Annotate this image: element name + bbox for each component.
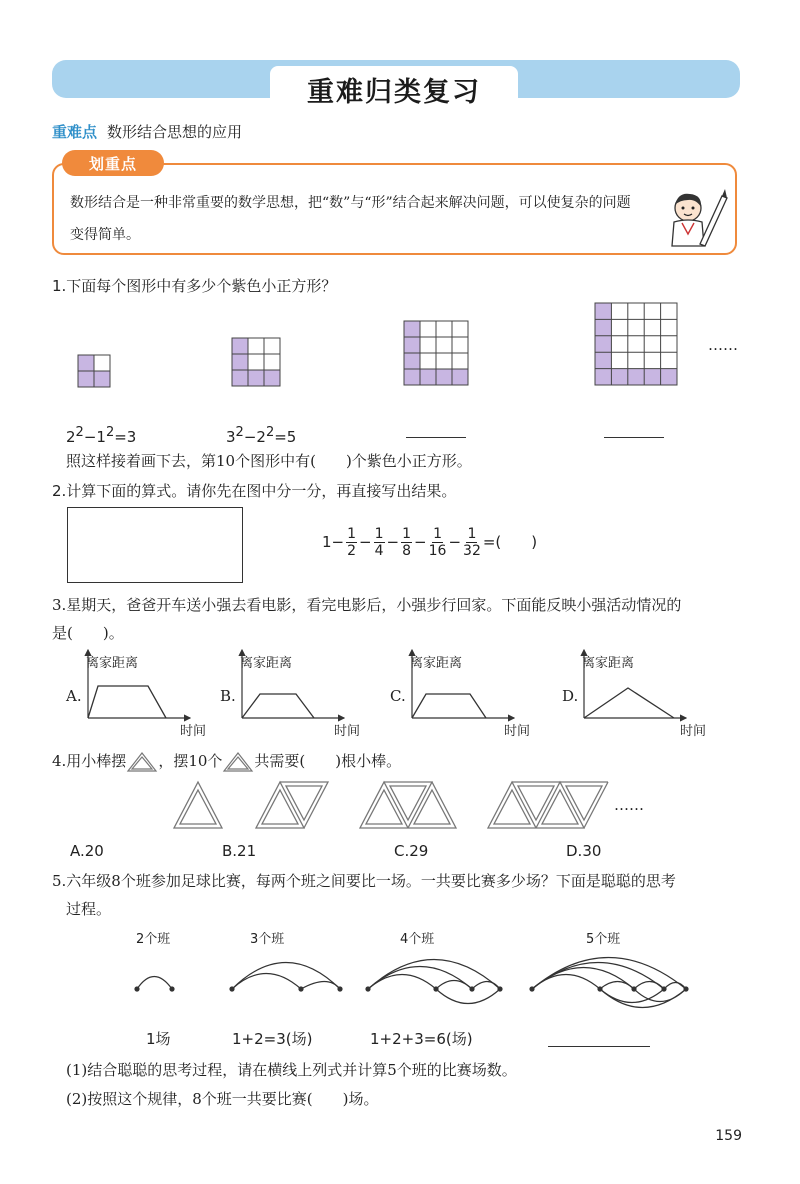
q1-figure-1: [78, 355, 110, 387]
q5-diagram-4: [368, 960, 500, 1004]
q3-line1: 3.星期天，爸爸开车送小强去看电影，看完电影后，小强步行回家。下面能反映小强活动情况的: [52, 596, 682, 614]
q5-sub1: (1)结合聪聪的思考过程，请在横线上列式并计算5个班的比赛场数。: [66, 1061, 517, 1079]
q1-ellipsis: ……: [708, 336, 738, 354]
q1-text: 1.下面每个图形中有多少个紫色小正方形？: [52, 277, 337, 295]
q5-sub2: (2)按照这个规律，8个班一共要比赛( )场。: [66, 1090, 379, 1108]
q3-xlabel-c: 时间: [504, 724, 531, 739]
keypoint-tag: 划重点: [62, 150, 164, 176]
q1-figure-4: [595, 303, 677, 385]
q4-option-b[interactable]: B.21: [222, 842, 257, 860]
q4-figure-3: [360, 782, 456, 828]
section-label: [52, 121, 242, 142]
q3-ylabel-b: 离家距离: [240, 656, 293, 671]
page-title: 重难归类复习: [270, 66, 518, 112]
triangle-stick-icon-2: [222, 751, 254, 773]
q5-class-2: 2个班: [136, 932, 171, 947]
q3-option-c[interactable]: C.: [390, 687, 406, 705]
section-key: 重难点: [52, 123, 98, 141]
keypoint-text: [70, 187, 670, 251]
keypoint-line1: 数形结合是一种非常重要的数学思想，把“数”与“形”结合起来解决问题，可以使复杂的问题: [70, 195, 631, 211]
q4-text: 4.用小棒摆 ，摆10个 共需要( )根小棒。: [52, 750, 401, 773]
q5-class-5: 5个班: [586, 932, 621, 947]
q1-formula-1: $2^2-1^2=3$: [66, 425, 137, 446]
q1-follow: 照这样接着画下去，第10个图形中有( )个紫色小正方形。: [66, 452, 472, 470]
q3-ylabel-d: 离家距离: [582, 656, 635, 671]
q3-ylabel-c: 离家距离: [410, 656, 463, 671]
q1-formula-2: $3^2-2^2=5$: [226, 425, 297, 446]
q2-draw-box[interactable]: [67, 507, 243, 583]
q1-figure-3: [404, 321, 468, 385]
q4-option-d[interactable]: D.30: [566, 842, 602, 860]
q5-class-3: 3个班: [250, 932, 285, 947]
q5-diagram-2: [137, 977, 172, 990]
q5-line1: 5.六年级8个班参加足球比赛，每两个班之间要比一场。一共要比赛多少场？下面是聪聪的思考: [52, 872, 676, 890]
q1-answer-blank-4[interactable]: [604, 437, 664, 438]
q5-result-2: 1场: [146, 1030, 171, 1048]
cartoon-boy-icon: [660, 186, 730, 260]
q5-diagram-3: [232, 963, 340, 990]
q1-answer-blank-3[interactable]: [406, 437, 466, 438]
q2-expression: 1− $\frac{1}{2}$ − $\frac{1}{4}$ − $\frac{1}{8}$ − $\frac{1}{16}$ − $\frac{1}{32}$ =( ): [322, 526, 538, 559]
q3-option-d[interactable]: D.: [562, 687, 579, 705]
q3-option-b[interactable]: B.: [220, 687, 236, 705]
q3-ylabel-a: 离家距离: [86, 656, 139, 671]
q1-figure-2: [232, 338, 280, 386]
q2-text: 2.计算下面的算式。请你先在图中分一分，再直接写出结果。: [52, 482, 457, 500]
q4-figure-4: [488, 782, 608, 828]
q4-stick-figures: [170, 778, 640, 836]
page-number: 159: [715, 1128, 742, 1144]
q5-class-4: 4个班: [400, 932, 435, 947]
q4-ellipsis: ……: [614, 796, 644, 814]
q4-option-c[interactable]: C.29: [394, 842, 429, 860]
q5-answer-blank[interactable]: [548, 1046, 650, 1047]
q5-diagram-5: [532, 958, 686, 1008]
q4-figure-2: [256, 782, 328, 828]
q3-xlabel-a: 时间: [180, 724, 207, 739]
section-text: 数形结合思想的应用: [107, 123, 243, 141]
q3-xlabel-b: 时间: [334, 724, 361, 739]
q5-arc-diagrams: [120, 942, 700, 1022]
keypoint-line2: 变得简单。: [70, 227, 140, 243]
q5-line2: 过程。: [66, 900, 112, 918]
q4-option-a[interactable]: A.20: [70, 842, 104, 860]
triangle-stick-icon: [126, 751, 158, 773]
q5-result-3: 1+2=3(场): [232, 1030, 313, 1048]
q1-figures: [70, 295, 750, 395]
q5-result-4: 1+2+3=6(场): [370, 1030, 473, 1048]
q3-line2: 是( )。: [52, 624, 124, 642]
q3-option-a[interactable]: A.: [66, 687, 82, 705]
q4-figure-1: [174, 782, 222, 828]
q3-xlabel-d: 时间: [680, 724, 707, 739]
